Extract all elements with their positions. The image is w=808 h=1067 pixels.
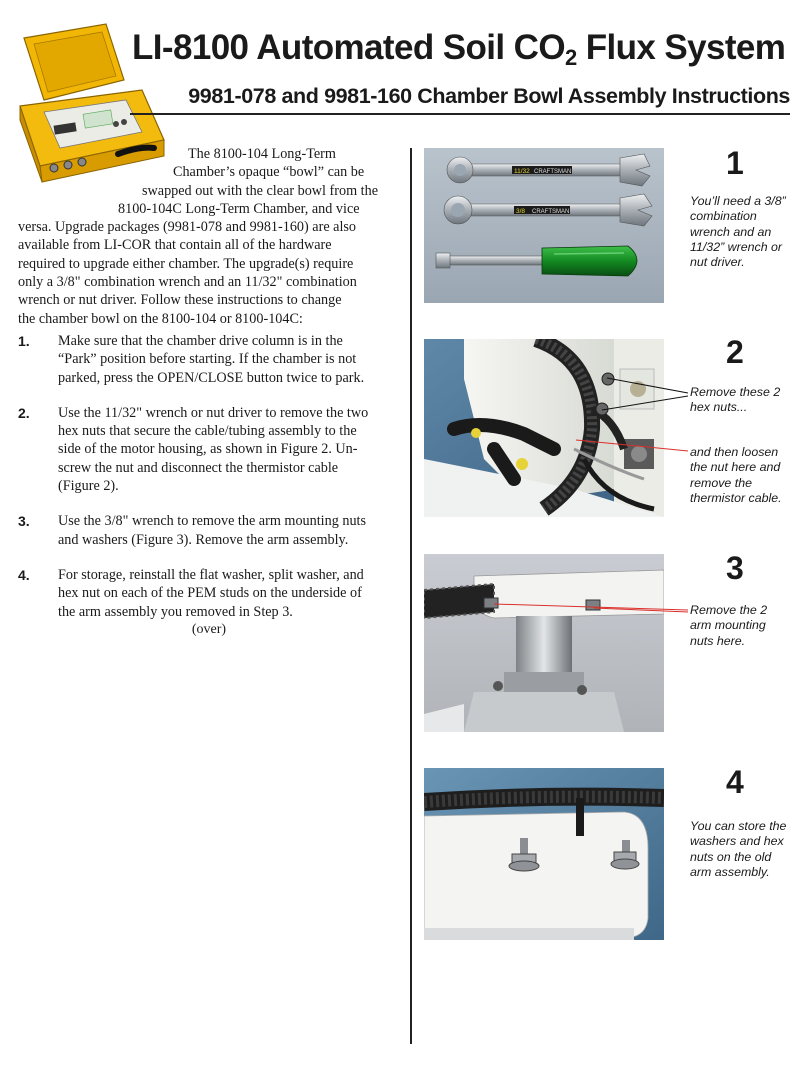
figure-3-caption: Remove the 2 arm mounting nuts here. (690, 603, 768, 648)
figure-3-arm-mount-photo (424, 554, 664, 732)
step-line: For storage, reinstall the flat washer, split washer, and (58, 566, 364, 583)
intro-line: swapped out with the clear bowl from the (142, 182, 378, 199)
step-line: hex nut on each of the PEM studs on the underside of (58, 585, 362, 602)
step-3 (18, 512, 400, 549)
svg-text:CRAFTSMAN: CRAFTSMAN (534, 169, 572, 175)
figure-2-caption-b: and then loosen the nut here and remove the thermistor cable. (690, 445, 782, 505)
step-line: side of the motor housing, as shown in Figure 2. Un- (58, 441, 358, 458)
figure-2-motor-housing-photo (424, 339, 664, 517)
step-line: parked, press the OPEN/CLOSE button twice to park. (58, 369, 365, 386)
figure-4-caption: You can store the washers and hex nuts on the old arm assembly. (690, 819, 787, 879)
step-number: 1. (18, 333, 30, 349)
step-4 (18, 566, 400, 621)
intro-line: wrench or nut driver. Follow these instructions to change (18, 292, 342, 309)
intro-line: only a 3/8" combination wrench and an 11/32" combination (18, 274, 357, 291)
step-line: Use the 11/32" wrench or nut driver to remove the two (58, 404, 369, 421)
header-divider (130, 113, 790, 115)
step-line: “Park” position before starting. If the chamber is not (58, 351, 357, 368)
intro-line: the chamber bowl on the 8100-104 or 8100-104C: (18, 310, 303, 327)
step-line: (Figure 2). (58, 478, 119, 495)
figure-4-stored-washers-photo (424, 768, 664, 940)
intro-line: required to upgrade either chamber. The upgrade(s) require (18, 255, 354, 272)
instruction-steps (18, 332, 400, 638)
step-line: hex nuts that secure the cable/tubing assembly to the (58, 423, 357, 440)
intro-line: versa. Upgrade packages (9981-078 and 9981-160) are also (18, 219, 357, 236)
svg-text:3/8: 3/8 (516, 208, 526, 215)
step-line: the arm assembly you removed in Step 3. (58, 603, 293, 620)
intro-line: Chamber’s opaque “bowl” can be (173, 164, 365, 181)
figure-1-tools-photo (424, 148, 664, 303)
figure-3-number: 3 (726, 550, 744, 586)
step-number: 2. (18, 404, 30, 421)
svg-text:CRAFTSMAN: CRAFTSMAN (532, 209, 570, 215)
step-line: screw the nut and disconnect the thermistor cable (58, 459, 339, 476)
step-line: and washers (Figure 3). Remove the arm assembly. (58, 531, 349, 548)
intro-line: available from LI-COR that contain all of the hardware (18, 237, 332, 254)
step-line: Use the 3/8" wrench to remove the arm mounting nuts (58, 513, 366, 530)
intro-line: 8100-104C Long-Term Chamber, and vice (118, 200, 360, 217)
step-line: Make sure that the chamber drive column is in the (58, 333, 343, 349)
figure-1-caption: You’ll need a 3/8” combination wrench and an 11/32” wrench or nut driver. (690, 194, 786, 270)
intro-line: The 8100-104 Long-Term (188, 146, 336, 162)
step-number: 3. (18, 513, 30, 530)
figure-4-number: 4 (726, 764, 744, 800)
column-divider (410, 148, 412, 1044)
step-number: 4. (18, 566, 30, 583)
over-note: (over) (191, 622, 227, 637)
figure-2-caption-a: Remove these 2 hex nuts... (690, 385, 781, 415)
svg-text:11/32: 11/32 (514, 168, 530, 175)
page-subtitle: 9981-078 and 9981-160 Chamber Bowl Assembly Instructions (188, 84, 790, 108)
page-title: LI-8100 Automated Soil $CO_2$ Flux System (132, 28, 786, 70)
step-2 (18, 404, 400, 495)
figure-2-number: 2 (726, 334, 744, 370)
step-1 (18, 332, 400, 387)
figure-1-number: 1 (726, 145, 744, 181)
intro-paragraph (18, 145, 400, 328)
